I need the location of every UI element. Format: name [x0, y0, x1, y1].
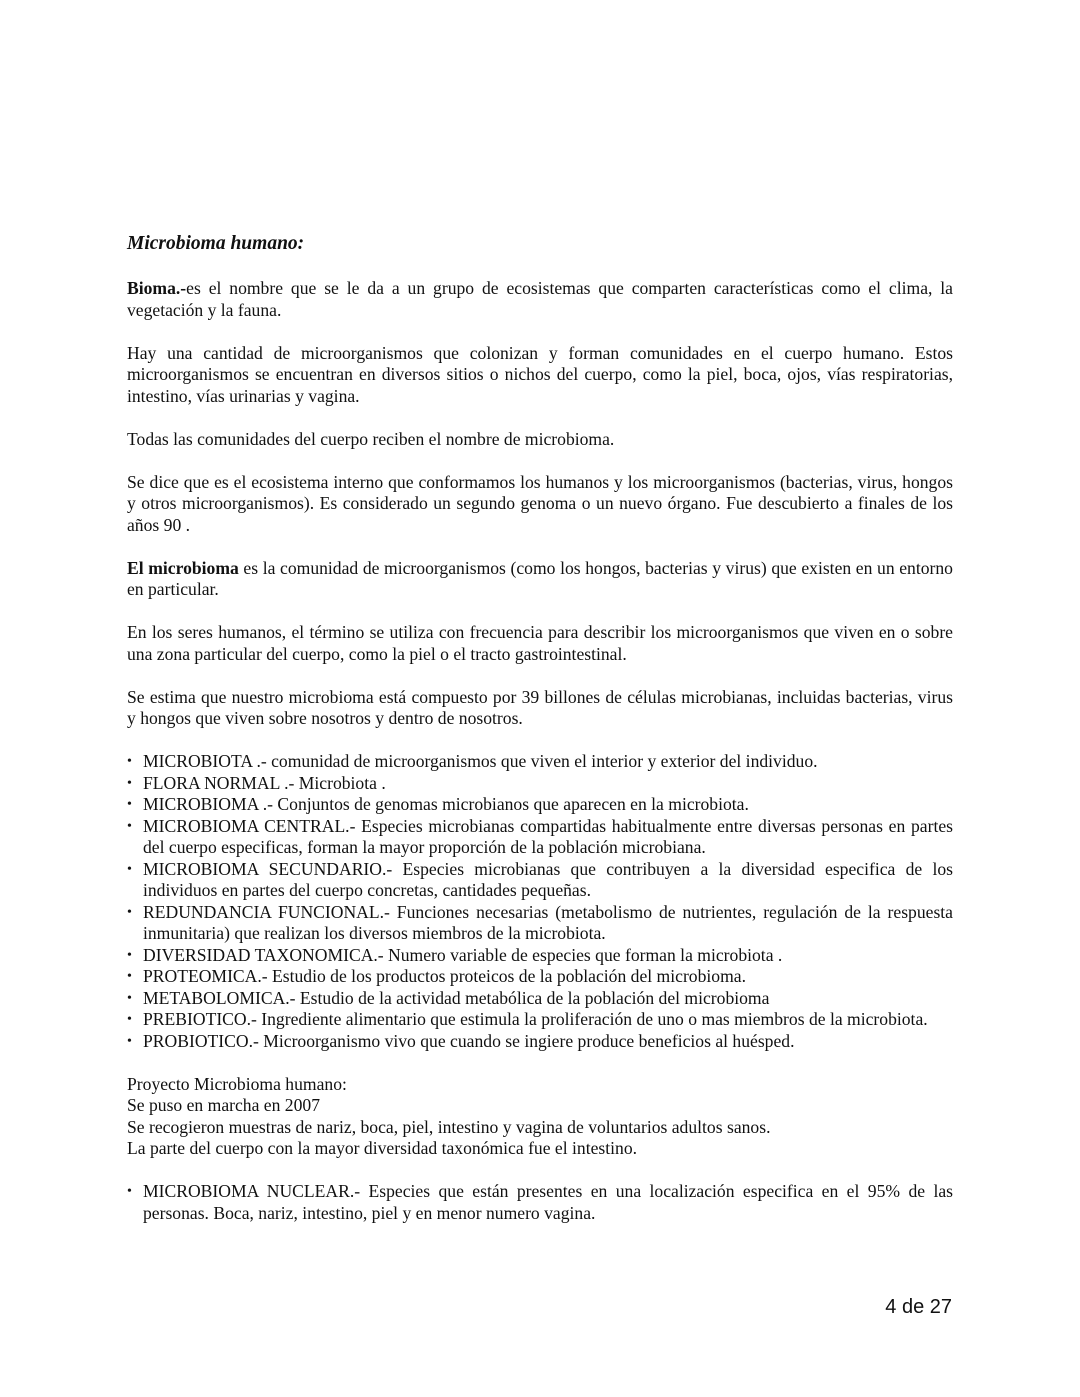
- page-indicator: 4 de 27: [885, 1296, 952, 1318]
- bullet-icon: •: [127, 947, 132, 963]
- paragraph: Todas las comunidades del cuerpo reciben el nombre de microbioma.: [127, 428, 615, 449]
- bullet-icon: •: [127, 904, 132, 920]
- microbioma-text: es la comunidad de microorganismos (como los hongos, bacterias y virus) que existen en un entorno en particular.: [127, 557, 953, 599]
- document-page: [127, 232, 953, 1246]
- list-item: • FLORA NORMAL .- Microbiota .: [127, 772, 386, 793]
- paragraph: Se estima que nuestro microbioma está compuesto por 39 billones de células microbianas, incluidas bacterias, virus y hongos que viven sobre nosotros y dentro de nosotros.: [127, 686, 953, 728]
- bioma-text: es el nombre que se le da a un grupo de ecosistemas que comparten características como el clima, la vegetación y la fauna.: [127, 278, 953, 320]
- terms-list: [127, 751, 953, 1052]
- list-item: • PROTEOMICA.- Estudio de los productos proteicos de la población del microbioma.: [127, 966, 746, 986]
- list-item: • MICROBIOMA .- Conjuntos de genomas microbianos que aparecen en la microbiota.: [127, 794, 749, 814]
- project-line: Proyecto Microbioma humano:: [127, 1073, 347, 1094]
- list-item: • PREBIOTICO.- Ingrediente alimentario que estimula la proliferación de uno o mas miembros de la microbiota.: [127, 1009, 928, 1029]
- project-section: [127, 1074, 953, 1160]
- list-item: • DIVERSIDAD TAXONOMICA.- Numero variable de especies que forman la microbiota .: [127, 944, 783, 965]
- list-item: • METABOLOMICA.- Estudio de la actividad metabólica de la población del microbioma: [127, 987, 770, 1008]
- bullet-icon: •: [127, 797, 132, 812]
- bullet-icon: •: [127, 775, 132, 791]
- project-line: Se puso en marcha en 2007: [127, 1095, 320, 1115]
- bullet-icon: •: [127, 1184, 132, 1199]
- bullet-icon: •: [127, 969, 132, 984]
- paragraph: Hay una cantidad de microorganismos que colonizan y forman comunidades en el cuerpo humano. Estos microorganismos se encuentran en diversos sitios o nichos del cuerpo, como la piel, boca, ojos, vías respiratorias, intestino, vías urinarias y vagina.: [127, 342, 953, 406]
- microbioma-term: El microbioma: [127, 557, 239, 578]
- list-item: • MICROBIOMA SECUNDARIO.- Especies microbianas que contribuyen a la diversidad especifica de los individuos en partes del cuerpo concretas, cantidades pequeñas.: [127, 858, 953, 900]
- terms-list-2: [127, 1181, 953, 1224]
- bioma-definition: [127, 278, 953, 321]
- list-item: • PROBIOTICO.- Microorganismo vivo que cuando se ingiere produce beneficios al huésped.: [127, 1030, 795, 1051]
- bioma-term: Bioma.-: [127, 278, 187, 298]
- project-line: La parte del cuerpo con la mayor diversidad taxonómica fue el intestino.: [127, 1138, 638, 1158]
- list-item: • REDUNDANCIA FUNCIONAL.- Funciones necesarias (metabolismo de nutrientes, regulación de la respuesta inmunitaria) que realizan los diversos miembros de la microbiota.: [127, 901, 953, 943]
- list-item: • MICROBIOMA CENTRAL.- Especies microbianas compartidas habitualmente entre diversas personas en partes del cuerpo especificas, forman la mayor proporción de la población microbiana.: [127, 815, 953, 857]
- bullet-icon: •: [127, 1012, 132, 1027]
- list-item: • MICROBIOTA .- comunidad de microorganismos que viven el interior y exterior del individuo.: [127, 751, 818, 771]
- list-item: • MICROBIOMA NUCLEAR.- Especies que están presentes en una localización especifica en el 95% de las personas. Boca, nariz, intestino, piel y en menor numero vagina.: [127, 1181, 953, 1223]
- microbioma-definition: [127, 558, 953, 601]
- paragraph: Se dice que es el ecosistema interno que conformamos los humanos y los microorganismos (bacterias, virus, hongos y otros microorganismos). Es considerado un segundo genoma o un nuevo órgano. Fue descubierto a finales de los años 90 .: [127, 471, 953, 535]
- bullet-icon: •: [127, 861, 132, 877]
- bullet-icon: •: [127, 990, 132, 1006]
- section-title: Microbioma humano:: [127, 233, 305, 254]
- bullet-icon: •: [127, 818, 132, 834]
- bullet-icon: •: [127, 1033, 132, 1049]
- project-line: Se recogieron muestras de nariz, boca, piel, intestino y vagina de voluntarios adultos sanos.: [127, 1116, 771, 1137]
- bullet-icon: •: [127, 754, 132, 769]
- paragraph: En los seres humanos, el término se utiliza con frecuencia para describir los microorganismos que viven en o sobre una zona particular del cuerpo, como la piel o el tracto gastrointestinal.: [127, 622, 953, 664]
